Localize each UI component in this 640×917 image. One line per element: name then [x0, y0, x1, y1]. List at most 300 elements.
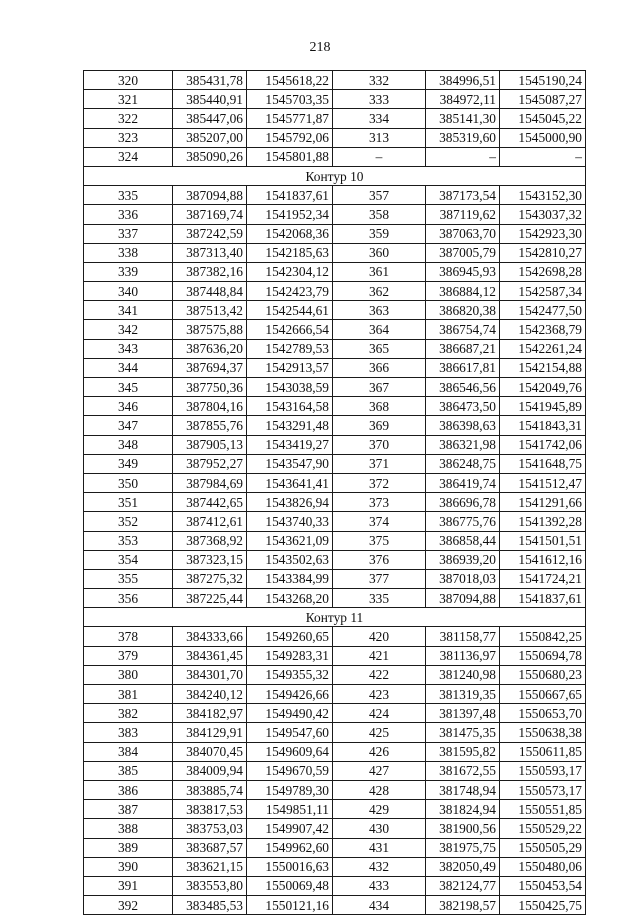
- y-coordinate-cell: 1543419,27: [247, 435, 333, 454]
- y-coordinate-cell: 1542049,76: [500, 378, 586, 397]
- y-coordinate-cell: 1543268,20: [247, 589, 333, 608]
- x-coordinate-cell: 387094,88: [173, 186, 247, 205]
- y-coordinate-cell: 1549670,59: [247, 761, 333, 780]
- table-row: [84, 550, 586, 569]
- table-row: [84, 282, 586, 301]
- y-coordinate-cell: 1545618,22: [247, 71, 333, 90]
- table-row: [84, 493, 586, 512]
- y-coordinate-cell: 1541742,06: [500, 435, 586, 454]
- point-number-cell: 348: [84, 435, 173, 454]
- point-number-cell: 366: [333, 358, 426, 377]
- x-coordinate-cell: 387750,36: [173, 378, 247, 397]
- x-coordinate-cell: 386473,50: [426, 397, 500, 416]
- point-number-cell: 365: [333, 339, 426, 358]
- x-coordinate-cell: 386820,38: [426, 301, 500, 320]
- table-row: [84, 876, 586, 895]
- point-number-cell: 335: [333, 589, 426, 608]
- x-coordinate-cell: 387694,37: [173, 358, 247, 377]
- x-coordinate-cell: 381475,35: [426, 723, 500, 742]
- x-coordinate-cell: 385207,00: [173, 128, 247, 147]
- y-coordinate-cell: 1545045,22: [500, 109, 586, 128]
- x-coordinate-cell: 384333,66: [173, 627, 247, 646]
- y-coordinate-cell: 1541724,21: [500, 569, 586, 588]
- point-number-cell: 434: [333, 896, 426, 915]
- coordinates-table-body: [84, 71, 586, 915]
- table-row: [84, 416, 586, 435]
- y-coordinate-cell: 1545190,24: [500, 71, 586, 90]
- x-coordinate-cell: 381748,94: [426, 780, 500, 799]
- x-coordinate-cell: 386858,44: [426, 531, 500, 550]
- x-coordinate-cell: 387323,15: [173, 550, 247, 569]
- y-coordinate-cell: 1543740,33: [247, 512, 333, 531]
- x-coordinate-cell: 386321,98: [426, 435, 500, 454]
- y-coordinate-cell: –: [500, 147, 586, 166]
- section-header-row: [84, 166, 586, 185]
- x-coordinate-cell: 383687,57: [173, 838, 247, 857]
- point-number-cell: 355: [84, 569, 173, 588]
- point-number-cell: 420: [333, 627, 426, 646]
- point-number-cell: 391: [84, 876, 173, 895]
- point-number-cell: 339: [84, 262, 173, 281]
- x-coordinate-cell: 385319,60: [426, 128, 500, 147]
- point-number-cell: 324: [84, 147, 173, 166]
- point-number-cell: 423: [333, 685, 426, 704]
- table-row: [84, 742, 586, 761]
- y-coordinate-cell: 1545703,35: [247, 90, 333, 109]
- x-coordinate-cell: 382198,57: [426, 896, 500, 915]
- point-number-cell: 424: [333, 704, 426, 723]
- x-coordinate-cell: 381672,55: [426, 761, 500, 780]
- x-coordinate-cell: 386696,78: [426, 493, 500, 512]
- y-coordinate-cell: 1542923,30: [500, 224, 586, 243]
- point-number-cell: 373: [333, 493, 426, 512]
- table-row: [84, 512, 586, 531]
- y-coordinate-cell: 1550551,85: [500, 800, 586, 819]
- y-coordinate-cell: 1550611,85: [500, 742, 586, 761]
- y-coordinate-cell: 1549609,64: [247, 742, 333, 761]
- y-coordinate-cell: 1542423,79: [247, 282, 333, 301]
- y-coordinate-cell: 1541843,31: [500, 416, 586, 435]
- table-row: [84, 531, 586, 550]
- point-number-cell: 428: [333, 780, 426, 799]
- table-row: [84, 780, 586, 799]
- point-number-cell: 353: [84, 531, 173, 550]
- section-title: Контур 10: [84, 166, 586, 185]
- y-coordinate-cell: 1543621,09: [247, 531, 333, 550]
- point-number-cell: 422: [333, 665, 426, 684]
- y-coordinate-cell: 1542544,61: [247, 301, 333, 320]
- x-coordinate-cell: 383885,74: [173, 780, 247, 799]
- x-coordinate-cell: –: [426, 147, 500, 166]
- table-row: [84, 262, 586, 281]
- x-coordinate-cell: 387382,16: [173, 262, 247, 281]
- y-coordinate-cell: 1543502,63: [247, 550, 333, 569]
- table-row: [84, 224, 586, 243]
- x-coordinate-cell: 386687,21: [426, 339, 500, 358]
- y-coordinate-cell: 1543641,41: [247, 473, 333, 492]
- point-number-cell: 313: [333, 128, 426, 147]
- x-coordinate-cell: 387636,20: [173, 339, 247, 358]
- x-coordinate-cell: 387575,88: [173, 320, 247, 339]
- point-number-cell: 364: [333, 320, 426, 339]
- y-coordinate-cell: 1542185,63: [247, 243, 333, 262]
- x-coordinate-cell: 381319,35: [426, 685, 500, 704]
- table-row: [84, 704, 586, 723]
- y-coordinate-cell: 1542068,36: [247, 224, 333, 243]
- point-number-cell: 379: [84, 646, 173, 665]
- x-coordinate-cell: 387225,44: [173, 589, 247, 608]
- x-coordinate-cell: 387119,62: [426, 205, 500, 224]
- point-number-cell: 389: [84, 838, 173, 857]
- point-number-cell: 421: [333, 646, 426, 665]
- point-number-cell: 430: [333, 819, 426, 838]
- table-row: [84, 646, 586, 665]
- x-coordinate-cell: 387169,74: [173, 205, 247, 224]
- point-number-cell: 347: [84, 416, 173, 435]
- x-coordinate-cell: 387905,13: [173, 435, 247, 454]
- y-coordinate-cell: 1550694,78: [500, 646, 586, 665]
- x-coordinate-cell: 383621,15: [173, 857, 247, 876]
- point-number-cell: 342: [84, 320, 173, 339]
- x-coordinate-cell: 382050,49: [426, 857, 500, 876]
- point-number-cell: 371: [333, 454, 426, 473]
- point-number-cell: 377: [333, 569, 426, 588]
- x-coordinate-cell: 384240,12: [173, 685, 247, 704]
- point-number-cell: 356: [84, 589, 173, 608]
- x-coordinate-cell: 385431,78: [173, 71, 247, 90]
- y-coordinate-cell: 1545801,88: [247, 147, 333, 166]
- table-row: [84, 435, 586, 454]
- point-number-cell: 335: [84, 186, 173, 205]
- y-coordinate-cell: 1545000,90: [500, 128, 586, 147]
- point-number-cell: 359: [333, 224, 426, 243]
- point-number-cell: 352: [84, 512, 173, 531]
- x-coordinate-cell: 385090,26: [173, 147, 247, 166]
- table-row: [84, 627, 586, 646]
- point-number-cell: 346: [84, 397, 173, 416]
- y-coordinate-cell: 1549547,60: [247, 723, 333, 742]
- point-number-cell: 333: [333, 90, 426, 109]
- x-coordinate-cell: 384129,91: [173, 723, 247, 742]
- point-number-cell: 381: [84, 685, 173, 704]
- x-coordinate-cell: 386398,63: [426, 416, 500, 435]
- x-coordinate-cell: 383753,03: [173, 819, 247, 838]
- y-coordinate-cell: 1543164,58: [247, 397, 333, 416]
- y-coordinate-cell: 1545792,06: [247, 128, 333, 147]
- point-number-cell: 431: [333, 838, 426, 857]
- table-row: [84, 243, 586, 262]
- point-number-cell: 375: [333, 531, 426, 550]
- point-number-cell: 380: [84, 665, 173, 684]
- point-number-cell: 386: [84, 780, 173, 799]
- y-coordinate-cell: 1542304,12: [247, 262, 333, 281]
- y-coordinate-cell: 1542154,88: [500, 358, 586, 377]
- y-coordinate-cell: 1550016,63: [247, 857, 333, 876]
- point-number-cell: 374: [333, 512, 426, 531]
- x-coordinate-cell: 387018,03: [426, 569, 500, 588]
- y-coordinate-cell: 1541837,61: [500, 589, 586, 608]
- y-coordinate-cell: 1541392,28: [500, 512, 586, 531]
- y-coordinate-cell: 1550069,48: [247, 876, 333, 895]
- y-coordinate-cell: 1541952,34: [247, 205, 333, 224]
- x-coordinate-cell: 381397,48: [426, 704, 500, 723]
- x-coordinate-cell: 387513,42: [173, 301, 247, 320]
- x-coordinate-cell: 387984,69: [173, 473, 247, 492]
- y-coordinate-cell: 1549907,42: [247, 819, 333, 838]
- x-coordinate-cell: 386939,20: [426, 550, 500, 569]
- x-coordinate-cell: 387005,79: [426, 243, 500, 262]
- x-coordinate-cell: 386617,81: [426, 358, 500, 377]
- x-coordinate-cell: 381240,98: [426, 665, 500, 684]
- y-coordinate-cell: 1542587,34: [500, 282, 586, 301]
- table-row: [84, 454, 586, 473]
- y-coordinate-cell: 1549789,30: [247, 780, 333, 799]
- y-coordinate-cell: 1550667,65: [500, 685, 586, 704]
- y-coordinate-cell: 1550653,70: [500, 704, 586, 723]
- table-row: [84, 147, 586, 166]
- point-number-cell: 363: [333, 301, 426, 320]
- point-number-cell: 384: [84, 742, 173, 761]
- y-coordinate-cell: 1543038,59: [247, 378, 333, 397]
- x-coordinate-cell: 385440,91: [173, 90, 247, 109]
- point-number-cell: 368: [333, 397, 426, 416]
- y-coordinate-cell: 1541291,66: [500, 493, 586, 512]
- point-number-cell: 426: [333, 742, 426, 761]
- point-number-cell: 433: [333, 876, 426, 895]
- table-row: [84, 838, 586, 857]
- x-coordinate-cell: 381824,94: [426, 800, 500, 819]
- table-row: [84, 205, 586, 224]
- y-coordinate-cell: 1550425,75: [500, 896, 586, 915]
- y-coordinate-cell: 1542261,24: [500, 339, 586, 358]
- point-number-cell: 383: [84, 723, 173, 742]
- x-coordinate-cell: 381158,77: [426, 627, 500, 646]
- table-row: [84, 761, 586, 780]
- x-coordinate-cell: 387242,59: [173, 224, 247, 243]
- y-coordinate-cell: 1541648,75: [500, 454, 586, 473]
- y-coordinate-cell: 1550529,22: [500, 819, 586, 838]
- table-row: [84, 589, 586, 608]
- x-coordinate-cell: 386945,93: [426, 262, 500, 281]
- point-number-cell: 429: [333, 800, 426, 819]
- y-coordinate-cell: 1543291,48: [247, 416, 333, 435]
- table-row: [84, 665, 586, 684]
- table-row: [84, 819, 586, 838]
- table-row: [84, 685, 586, 704]
- table-row: [84, 397, 586, 416]
- y-coordinate-cell: 1545771,87: [247, 109, 333, 128]
- table-row: [84, 358, 586, 377]
- y-coordinate-cell: 1545087,27: [500, 90, 586, 109]
- point-number-cell: 427: [333, 761, 426, 780]
- point-number-cell: 378: [84, 627, 173, 646]
- section-title: Контур 11: [84, 608, 586, 627]
- point-number-cell: 343: [84, 339, 173, 358]
- x-coordinate-cell: 384996,51: [426, 71, 500, 90]
- y-coordinate-cell: 1549260,65: [247, 627, 333, 646]
- point-number-cell: 357: [333, 186, 426, 205]
- table-row: [84, 90, 586, 109]
- y-coordinate-cell: 1550505,29: [500, 838, 586, 857]
- point-number-cell: 425: [333, 723, 426, 742]
- y-coordinate-cell: 1550680,23: [500, 665, 586, 684]
- x-coordinate-cell: 381975,75: [426, 838, 500, 857]
- x-coordinate-cell: 384972,11: [426, 90, 500, 109]
- table-row: [84, 339, 586, 358]
- y-coordinate-cell: 1543152,30: [500, 186, 586, 205]
- y-coordinate-cell: 1541837,61: [247, 186, 333, 205]
- x-coordinate-cell: 386546,56: [426, 378, 500, 397]
- x-coordinate-cell: 384182,97: [173, 704, 247, 723]
- x-coordinate-cell: 387313,40: [173, 243, 247, 262]
- y-coordinate-cell: 1550121,16: [247, 896, 333, 915]
- point-number-cell: 354: [84, 550, 173, 569]
- table-row: [84, 109, 586, 128]
- y-coordinate-cell: 1550573,17: [500, 780, 586, 799]
- x-coordinate-cell: 387804,16: [173, 397, 247, 416]
- point-number-cell: 361: [333, 262, 426, 281]
- point-number-cell: 372: [333, 473, 426, 492]
- point-number-cell: 387: [84, 800, 173, 819]
- table-row: [84, 378, 586, 397]
- point-number-cell: 358: [333, 205, 426, 224]
- point-number-cell: 334: [333, 109, 426, 128]
- point-number-cell: 323: [84, 128, 173, 147]
- y-coordinate-cell: 1550842,25: [500, 627, 586, 646]
- point-number-cell: 340: [84, 282, 173, 301]
- point-number-cell: 341: [84, 301, 173, 320]
- table-row: [84, 569, 586, 588]
- y-coordinate-cell: 1549490,42: [247, 704, 333, 723]
- point-number-cell: 322: [84, 109, 173, 128]
- y-coordinate-cell: 1541945,89: [500, 397, 586, 416]
- x-coordinate-cell: 381900,56: [426, 819, 500, 838]
- y-coordinate-cell: 1550480,06: [500, 857, 586, 876]
- x-coordinate-cell: 387275,32: [173, 569, 247, 588]
- table-row: [84, 857, 586, 876]
- table-row: [84, 320, 586, 339]
- table-row: [84, 800, 586, 819]
- point-number-cell: 370: [333, 435, 426, 454]
- y-coordinate-cell: 1550638,38: [500, 723, 586, 742]
- x-coordinate-cell: 384009,94: [173, 761, 247, 780]
- point-number-cell: 360: [333, 243, 426, 262]
- y-coordinate-cell: 1542789,53: [247, 339, 333, 358]
- table-row: [84, 896, 586, 915]
- x-coordinate-cell: 387855,76: [173, 416, 247, 435]
- y-coordinate-cell: 1543547,90: [247, 454, 333, 473]
- point-number-cell: 351: [84, 493, 173, 512]
- x-coordinate-cell: 386775,76: [426, 512, 500, 531]
- x-coordinate-cell: 386884,12: [426, 282, 500, 301]
- y-coordinate-cell: 1542698,28: [500, 262, 586, 281]
- y-coordinate-cell: 1550593,17: [500, 761, 586, 780]
- y-coordinate-cell: 1543384,99: [247, 569, 333, 588]
- x-coordinate-cell: 387368,92: [173, 531, 247, 550]
- x-coordinate-cell: 387063,70: [426, 224, 500, 243]
- y-coordinate-cell: 1542810,27: [500, 243, 586, 262]
- x-coordinate-cell: 383817,53: [173, 800, 247, 819]
- x-coordinate-cell: 387952,27: [173, 454, 247, 473]
- y-coordinate-cell: 1541512,47: [500, 473, 586, 492]
- point-number-cell: 382: [84, 704, 173, 723]
- x-coordinate-cell: 383485,53: [173, 896, 247, 915]
- table-row: [84, 71, 586, 90]
- y-coordinate-cell: 1543037,32: [500, 205, 586, 224]
- point-number-cell: 337: [84, 224, 173, 243]
- y-coordinate-cell: 1541501,51: [500, 531, 586, 550]
- point-number-cell: 321: [84, 90, 173, 109]
- y-coordinate-cell: 1542368,79: [500, 320, 586, 339]
- section-header-row: [84, 608, 586, 627]
- point-number-cell: 390: [84, 857, 173, 876]
- y-coordinate-cell: 1542477,50: [500, 301, 586, 320]
- x-coordinate-cell: 381136,97: [426, 646, 500, 665]
- x-coordinate-cell: 385447,06: [173, 109, 247, 128]
- x-coordinate-cell: 387442,65: [173, 493, 247, 512]
- y-coordinate-cell: 1543826,94: [247, 493, 333, 512]
- x-coordinate-cell: 387173,54: [426, 186, 500, 205]
- y-coordinate-cell: 1550453,54: [500, 876, 586, 895]
- page-number: 218: [309, 40, 331, 55]
- x-coordinate-cell: 383553,80: [173, 876, 247, 895]
- x-coordinate-cell: 386248,75: [426, 454, 500, 473]
- x-coordinate-cell: 387412,61: [173, 512, 247, 531]
- table-row: [84, 301, 586, 320]
- y-coordinate-cell: 1541612,16: [500, 550, 586, 569]
- y-coordinate-cell: 1542666,54: [247, 320, 333, 339]
- x-coordinate-cell: 384301,70: [173, 665, 247, 684]
- point-number-cell: –: [333, 147, 426, 166]
- point-number-cell: 349: [84, 454, 173, 473]
- table-row: [84, 186, 586, 205]
- point-number-cell: 385: [84, 761, 173, 780]
- point-number-cell: 369: [333, 416, 426, 435]
- y-coordinate-cell: 1549426,66: [247, 685, 333, 704]
- x-coordinate-cell: 381595,82: [426, 742, 500, 761]
- y-coordinate-cell: 1549355,32: [247, 665, 333, 684]
- point-number-cell: 388: [84, 819, 173, 838]
- point-number-cell: 320: [84, 71, 173, 90]
- point-number-cell: 432: [333, 857, 426, 876]
- table-row: [84, 723, 586, 742]
- y-coordinate-cell: 1549962,60: [247, 838, 333, 857]
- table-row: [84, 128, 586, 147]
- point-number-cell: 376: [333, 550, 426, 569]
- point-number-cell: 336: [84, 205, 173, 224]
- x-coordinate-cell: 384361,45: [173, 646, 247, 665]
- point-number-cell: 332: [333, 71, 426, 90]
- point-number-cell: 392: [84, 896, 173, 915]
- x-coordinate-cell: 386754,74: [426, 320, 500, 339]
- y-coordinate-cell: 1549283,31: [247, 646, 333, 665]
- point-number-cell: 345: [84, 378, 173, 397]
- table-row: [84, 473, 586, 492]
- x-coordinate-cell: 386419,74: [426, 473, 500, 492]
- x-coordinate-cell: 387094,88: [426, 589, 500, 608]
- x-coordinate-cell: 387448,84: [173, 282, 247, 301]
- x-coordinate-cell: 385141,30: [426, 109, 500, 128]
- point-number-cell: 338: [84, 243, 173, 262]
- y-coordinate-cell: 1549851,11: [247, 800, 333, 819]
- point-number-cell: 344: [84, 358, 173, 377]
- point-number-cell: 350: [84, 473, 173, 492]
- point-number-cell: 367: [333, 378, 426, 397]
- coordinates-table: [83, 70, 586, 915]
- x-coordinate-cell: 382124,77: [426, 876, 500, 895]
- point-number-cell: 362: [333, 282, 426, 301]
- x-coordinate-cell: 384070,45: [173, 742, 247, 761]
